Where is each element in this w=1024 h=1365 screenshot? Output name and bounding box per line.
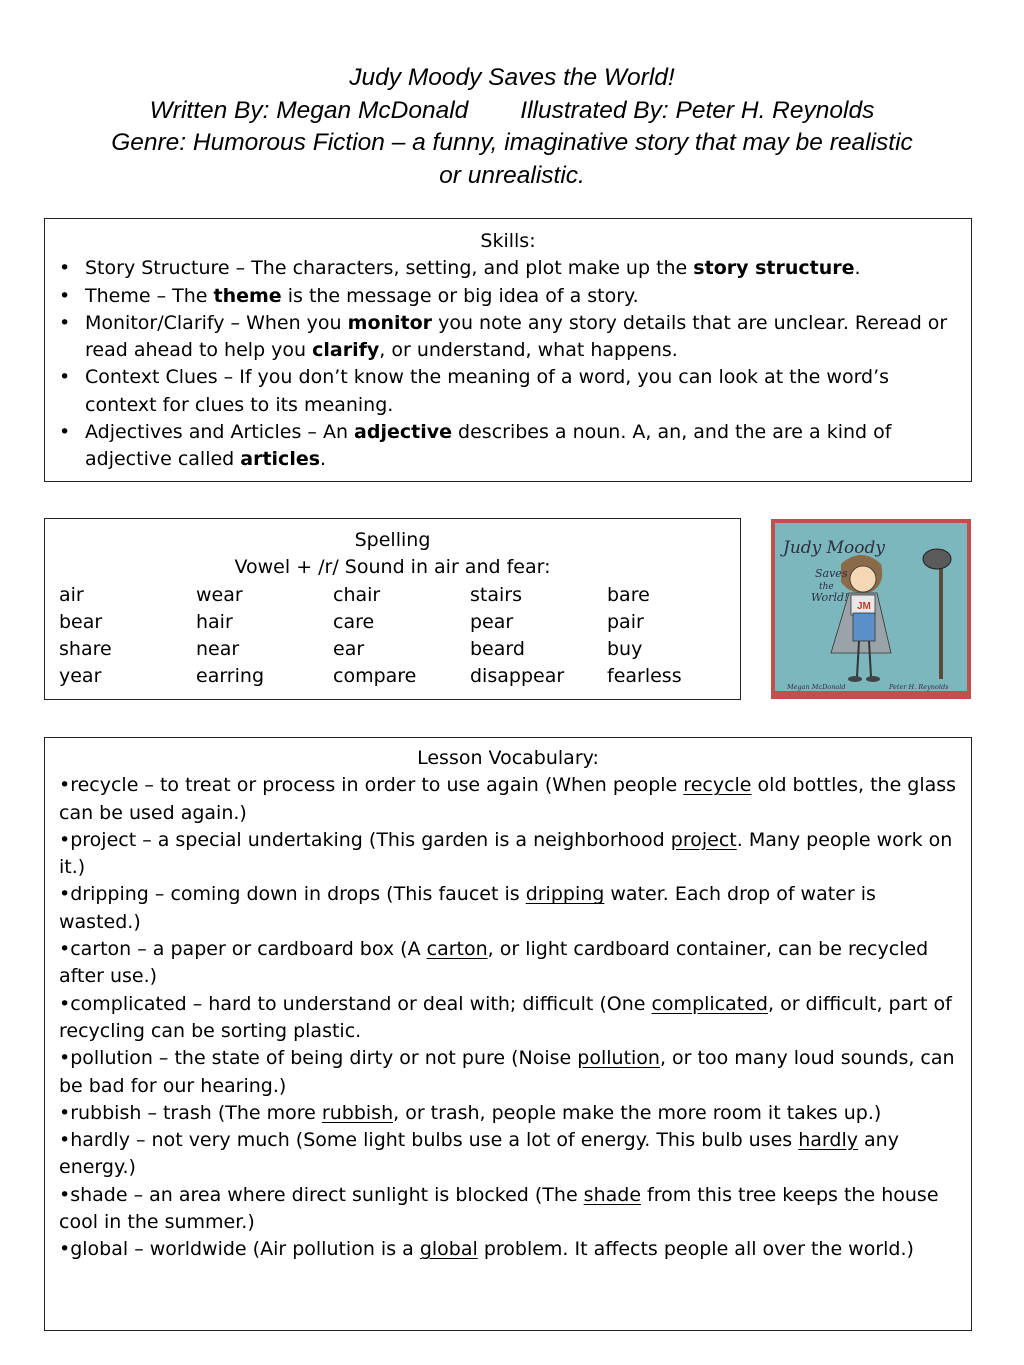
author-credit: Written By: Megan McDonald [149,96,469,124]
skills-box [44,218,972,482]
spelling-word: year [59,665,102,688]
skills-title: Skills: [480,230,536,252]
spelling-word: near [196,638,240,661]
spelling-word: fearless [607,665,682,688]
spelling-title: Spelling [354,529,431,551]
spelling-word: earring [196,665,265,688]
spelling-box [44,518,741,700]
sign-icon [923,549,951,569]
spelling-word: pear [470,610,514,633]
cover-title-3: the [819,582,834,592]
shorts-icon [853,613,875,641]
spelling-subtitle: Vowel + /r/ Sound in air and fear: [234,556,551,579]
spelling-word: chair [333,583,381,606]
spelling-word-grid [59,582,726,691]
credits-line [30,95,994,128]
spelling-word: beard [470,638,525,661]
cover-title-1: Judy Moody [783,538,886,558]
spelling-word: wear [196,583,243,606]
spelling-word: air [59,583,84,606]
skill-item: • Story Structure – The characters, setting, and plot make up the story structure. [59,257,861,280]
vocabulary-item: •shade – an area where direct sunlight is blocked (The shade from this tree keeps the house cool in the summer.) [59,1183,939,1234]
document-header [30,62,994,192]
skill-item: • Context Clues – If you don’t know the meaning of a word, you can look at the word’s context for clues to its meaning. [59,366,890,416]
vocabulary-item: •project – a special undertaking (This garden is a neighborhood project. Many people work on it.) [59,828,953,879]
skills-list [59,255,957,473]
spelling-word: compare [333,665,417,688]
genre-line-2: or unrealistic. [439,161,585,189]
book-title: Judy Moody Saves the World! [349,64,675,91]
spelling-word: care [333,610,375,633]
spelling-word: disappear [470,665,565,688]
skill-item: • Adjectives and Articles – An adjective describes a noun. A, an, and the are a kind of adjective called articles. [59,421,892,471]
vocabulary-item: •global – worldwide (Air pollution is a global problem. It affects people all over the world.) [59,1238,914,1261]
cover-badge: JM [857,601,871,612]
vocabulary-item: •rubbish – trash (The more rubbish, or trash, people make the more room it takes up.) [59,1101,882,1124]
spelling-word: hair [196,610,233,633]
illustrator-credit: Illustrated By: Peter H. Reynolds [520,96,875,124]
cover-author: Megan McDonald [787,683,846,691]
spelling-word: share [59,638,112,661]
skill-item: • Theme – The theme is the message or big idea of a story. [59,284,639,307]
spelling-word: ear [333,638,365,661]
vocabulary-box [44,737,972,1331]
spelling-word: pair [607,610,644,633]
genre-line-1: Genre: Humorous Fiction – a funny, imaginative story that may be realistic [111,129,913,156]
book-cover-image [771,519,971,699]
face-icon [850,566,876,592]
spelling-word: stairs [470,583,522,606]
spelling-word: bear [59,610,103,633]
vocabulary-item: •carton – a paper or cardboard box (A carton, or light cardboard container, can be recycled after use.) [59,938,929,988]
cover-title-4: World! [811,591,849,604]
vocabulary-item: •hardly – not very much (Some light bulbs use a lot of energy. This bulb uses hardly any energy.) [59,1129,899,1179]
cover-title-2: Saves [815,567,848,580]
skill-item: • Monitor/Clarify – When you monitor you note any story details that are unclear. Reread or read ahead to help you clarify, or understand, what happens. [59,311,948,362]
vocabulary-item: •recycle – to treat or process in order to use again (When people recycle old bottles, the glass can be used again.) [59,774,957,824]
spelling-word: buy [607,638,643,661]
spelling-word: bare [607,583,650,606]
vocabulary-title: Lesson Vocabulary: [417,747,599,769]
vocabulary-item: •pollution – the state of being dirty or not pure (Noise pollution, or too many loud sounds, can be bad for our hearing.) [59,1047,955,1097]
vocabulary-item: •dripping – coming down in drops (This faucet is dripping water. Each drop of water is wasted.) [59,883,876,933]
vocabulary-item: •complicated – hard to understand or deal with; difficult (One complicated, or difficult, part of recycling can be sorting plastic. [59,992,952,1042]
cover-illustrator: Peter H. Reynolds [889,683,949,691]
